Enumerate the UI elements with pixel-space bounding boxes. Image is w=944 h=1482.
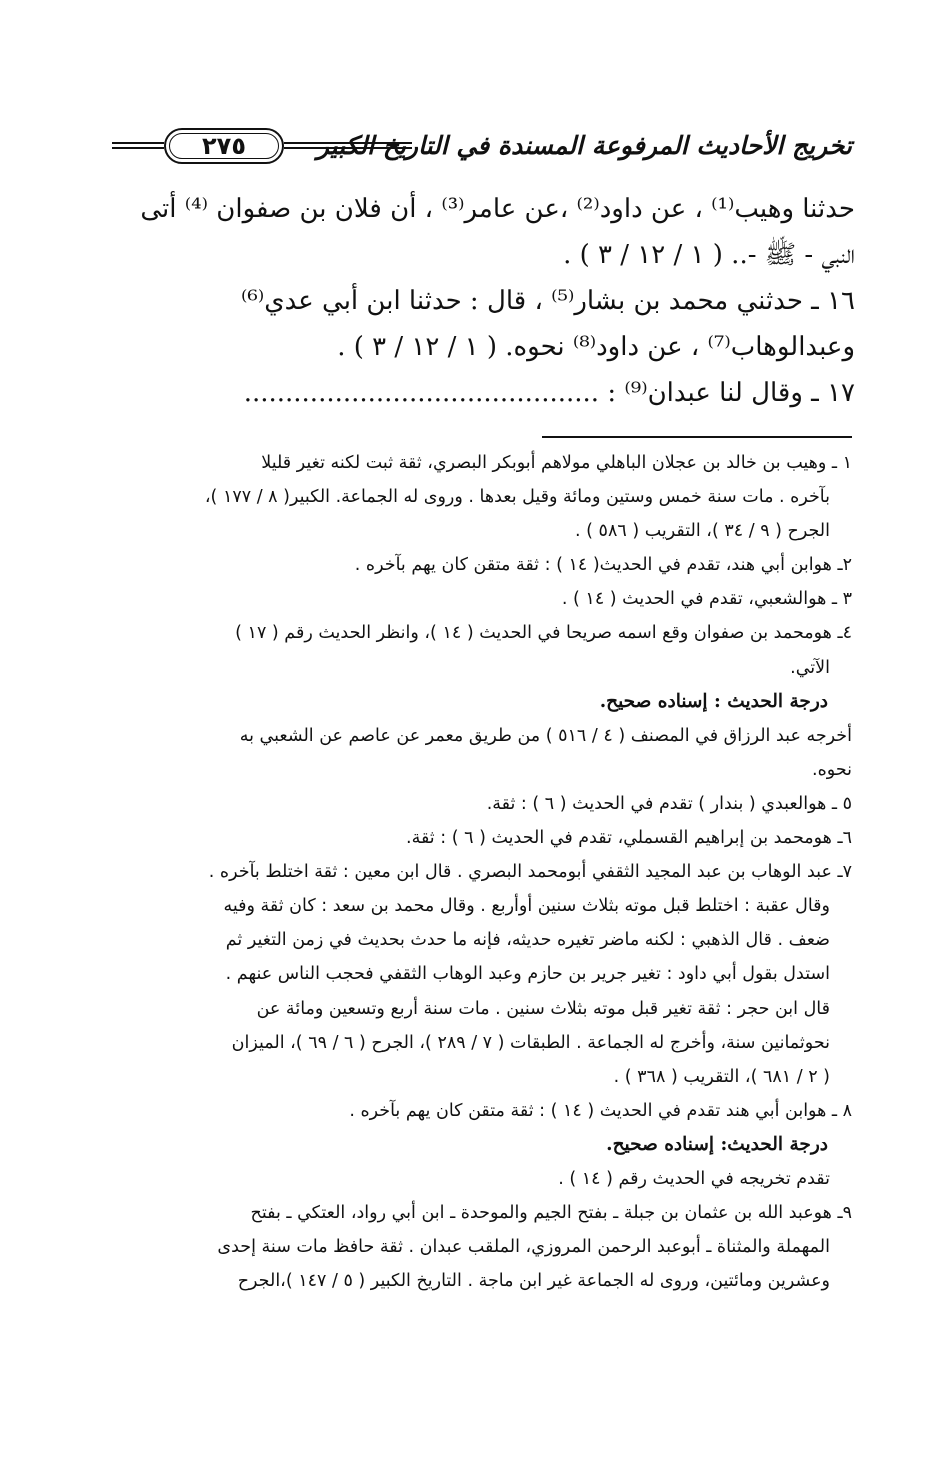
page-number-frame [164, 128, 284, 164]
takhrij-note: تقدم تخريجه في الحديث رقم ( ١٤ ) . [558, 1168, 830, 1189]
footnote-7-cont: نحوثمانين سنة، وأخرج له الجماعة . الطبقات ( ٧ / ٢٨٩ )، الجرح ( ٦ / ٦٩ )، الميزان [231, 1032, 830, 1053]
running-header [112, 128, 852, 172]
footnote-separator [542, 436, 852, 438]
footnote-4: ٤ـ هومحمد بن صفوان وقع اسمه صريحا في الحديث ( ١٤ )، وانظر الحديث رقم ( ١٧ ) [235, 623, 852, 644]
hadith-grade-heading: درجة الحديث: إسناده صحيح. [606, 1133, 828, 1155]
hadith-grade-heading: درجة الحديث : إسناده صحيح. [599, 690, 828, 712]
footnote-9-cont: المهملة والمثناة ـ أبوعبد الرحمن المروزي، الملقب عبدان . ثقة حافظ مات سنة إحدى [217, 1237, 830, 1258]
footnote-7-cont: وقال عقبة : اختلط قبل موته بثلاث سنين أوأربع . وقال محمد بن سعد : كان ثقة وفيه [223, 896, 830, 917]
header-double-rule-left [112, 142, 164, 149]
main-line: النبي - ﷺ -.. ( ١ / ١٢ / ٣ ) . [563, 240, 855, 270]
hadith-16-line: ١٦ ـ حدثني محمد بن بشار⁽⁵⁾ ، قال : حدثنا ابن أبي عدي⁽⁶⁾ [241, 286, 855, 316]
footnote-1-cont: الجرح ( ٩ / ٣٤ )، التقريب ( ٥٨٦ ) . [575, 521, 830, 542]
takhrij-line: نحوه. [812, 759, 852, 780]
main-text [110, 186, 855, 416]
book-title: تخريج الأحاديث المرفوعة المسندة في التاريخ الكبير [316, 131, 852, 160]
footnote-3: ٣ ـ هوالشعبي، تقدم في الحديث ( ١٤ ) . [561, 589, 852, 610]
footnotes [112, 446, 852, 1298]
footnote-7: ٧ـ عبد الوهاب بن عبد المجيد الثقفي أبومحمد البصري . قال ابن معين : ثقة اختلط بآخره . [208, 862, 852, 883]
page-number: ٢٧٥ [202, 132, 246, 160]
takhrij-line: أخرجه عبد الرزاق في المصنف ( ٤ / ٥١٦ ) من طريق معمر عن عاصم عن الشعبي به [239, 725, 852, 746]
main-line: حدثنا وهيب⁽¹⁾ ، عن داود⁽²⁾ ،عن عامر⁽³⁾ ، أن فلان بن صفوان ⁽⁴⁾ أتى [140, 194, 855, 224]
footnote-4-cont: الآتي. [790, 657, 830, 678]
footnote-9-cont: وعشرين ومائتين، وروى له الجماعة غير ابن ماجة . التاريخ الكبير ( ٥ / ١٤٧ )،الجرح [237, 1271, 830, 1292]
footnote-7-cont: ضعف . قال الذهبي : لكنه ماضر تغيره حديثه، فإنه ما حدث بحديث في زمن التغير ثم [225, 930, 830, 951]
footnote-1-cont: بآخره . مات سنة خمس وستين ومائة وقيل بعدها . وروى له الجماعة. الكبير( ٨ / ١٧٧ )، [204, 487, 830, 508]
footnote-9: ٩ـ هوعبد الله بن عثمان بن جبلة ـ بفتح الجيم والموحدة ـ ابن أبي رواد، العتكي ـ بفتح [250, 1203, 852, 1224]
footnote-7-cont: استدل بقول أبي داود : تغير جرير بن حازم وعبد الوهاب الثقفي فحجب الناس عنهم . [225, 964, 830, 985]
footnote-5: ٥ ـ هوالعبدي ( بندار ) تقدم في الحديث ( ٦ ) : ثقة. [486, 793, 852, 814]
footnote-2: ٢ـ هوابن أبي هند، تقدم في الحديث( ١٤ ) : ثقة متقن كان يهم بآخره . [354, 555, 852, 576]
header-double-rule [284, 142, 412, 149]
main-line: وعبدالوهاب⁽⁷⁾ ، عن داود⁽⁸⁾ نحوه. ( ١ / ١٢ / ٣ ) . [337, 332, 855, 362]
footnote-8: ٨ ـ هوابن أبي هند تقدم في الحديث ( ١٤ ) : ثقة متقن كان يهم بآخره . [349, 1100, 852, 1121]
footnote-6: ٦ـ هومحمد بن إبراهيم القسملي، تقدم في الحديث ( ٦ ) : ثقة. [406, 828, 852, 849]
footnote-7-cont: قال ابن حجر : ثقة تغير قبل موته بثلاث سنين . مات سنة أربع وتسعين ومائة عن [256, 998, 830, 1019]
footnote-1: ١ ـ وهيب بن خالد بن عجلان الباهلي مولاهم أبوبكر البصري، ثقة ثبت لكنه تغير قليلا [261, 453, 852, 473]
footnote-7-cont: ( ٢ / ٦٨١ )، التقريب ( ٣٦٨ ) . [613, 1066, 830, 1087]
hadith-17-line: ١٧ ـ وقال لنا عبدان⁽⁹⁾ : ........................................... [243, 378, 855, 408]
